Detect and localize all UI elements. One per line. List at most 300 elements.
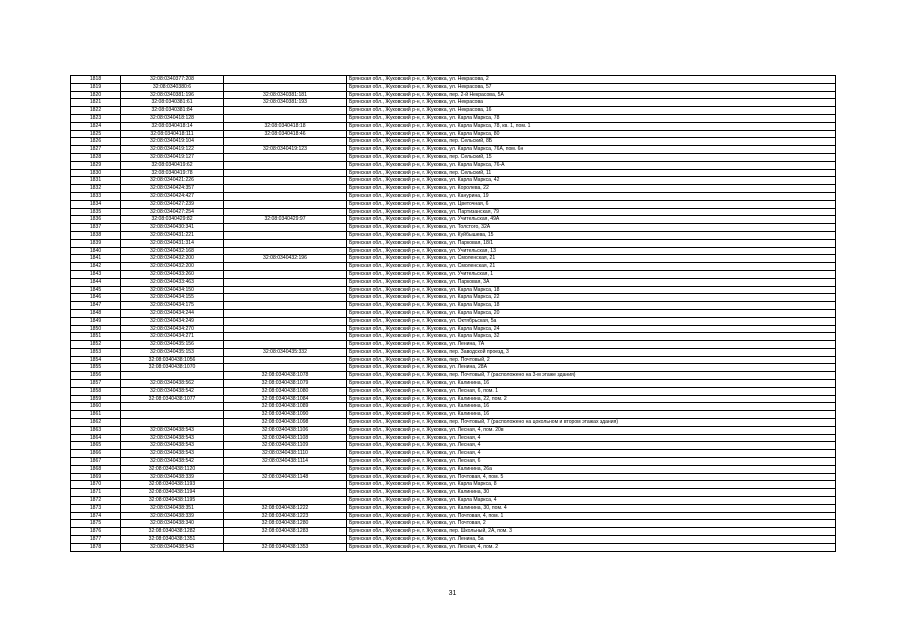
- cadastral-number-cell: 32:08:0340438:543: [121, 450, 224, 458]
- object-cadastral-number-cell: [224, 224, 347, 232]
- row-number-cell: 1819: [71, 83, 121, 91]
- address-cell: Брянская обл., Жуковский р-н, г. Жуковка, ул. Лесная, 4: [347, 434, 836, 442]
- row-number-cell: 1822: [71, 107, 121, 115]
- table-row: [71, 372, 836, 380]
- cadastral-number-cell: 32:08:0340438:562: [121, 380, 224, 388]
- cadastral-number-cell: 32:08:0340419:104: [121, 138, 224, 146]
- table-row: [71, 76, 836, 84]
- table-row: [71, 380, 836, 388]
- table-row: [71, 395, 836, 403]
- address-cell: Брянская обл., Жуковский р-н, г. Жуковка, ул. Калинина, 30: [347, 489, 836, 497]
- address-cell: Брянская обл., Жуковский р-н, г. Жуковка, ул. Лесная, 4, пом. 2: [347, 543, 836, 551]
- object-cadastral-number-cell: 32:08:0340381:193: [224, 99, 347, 107]
- address-cell: Брянская обл., Жуковский р-н, г. Жуковка, ул. Калинина, 22, пом. 2: [347, 395, 836, 403]
- table-row: [71, 263, 836, 271]
- row-number-cell: 1871: [71, 489, 121, 497]
- row-number-cell: 1829: [71, 161, 121, 169]
- address-cell: Брянская обл., Жуковский р-н, г. Жуковка, ул. Учительская, 49А: [347, 216, 836, 224]
- cadastral-number-cell: 32:08:0340434:155: [121, 294, 224, 302]
- cadastral-number-cell: 32:08:0340377:208: [121, 76, 224, 84]
- row-number-cell: 1872: [71, 497, 121, 505]
- cadastral-number-cell: 32:08:0340434:175: [121, 302, 224, 310]
- object-cadastral-number-cell: [224, 231, 347, 239]
- address-cell: Брянская обл., Жуковский р-н, г. Жуковка, ул. Калинина, 16: [347, 380, 836, 388]
- cadastral-number-cell: 32:08:0340438:542: [121, 387, 224, 395]
- row-number-cell: 1823: [71, 114, 121, 122]
- object-cadastral-number-cell: 32:08:0340438:1098: [224, 419, 347, 427]
- row-number-cell: 1859: [71, 395, 121, 403]
- object-cadastral-number-cell: 32:08:0340435:332: [224, 348, 347, 356]
- table-row: [71, 130, 836, 138]
- table-row: [71, 419, 836, 427]
- cadastral-number-cell: 32:08:0340419:127: [121, 153, 224, 161]
- cadastral-number-cell: 32:08:0340438:1282: [121, 528, 224, 536]
- row-number-cell: 1828: [71, 153, 121, 161]
- table-row: [71, 356, 836, 364]
- table-row: [71, 348, 836, 356]
- row-number-cell: 1856: [71, 372, 121, 380]
- table-row: [71, 528, 836, 536]
- cadastral-number-cell: 32:08:0340438:1193: [121, 481, 224, 489]
- object-cadastral-number-cell: 32:08:0340438:1078: [224, 372, 347, 380]
- cadastral-number-cell: 32:08:0340418:14: [121, 122, 224, 130]
- row-number-cell: 1843: [71, 270, 121, 278]
- registry-table-body: [71, 76, 836, 552]
- address-cell: Брянская обл., Жуковский р-н, г. Жуковка, ул. Ленина, 7А: [347, 341, 836, 349]
- table-row: [71, 122, 836, 130]
- cadastral-number-cell: 32:08:0340429:82: [121, 216, 224, 224]
- cadastral-number-cell: 32:08:0340435:153: [121, 348, 224, 356]
- address-cell: Брянская обл., Жуковский р-н, г. Жуковка, ул. Карла Маркса, 18: [347, 286, 836, 294]
- table-row: [71, 325, 836, 333]
- row-number-cell: 1834: [71, 200, 121, 208]
- address-cell: Брянская обл., Жуковский р-н, г. Жуковка, ул. Калинина, 16: [347, 403, 836, 411]
- address-cell: Брянская обл., Жуковский р-н, г. Жуковка, ул. Карла Маркса, 78: [347, 114, 836, 122]
- row-number-cell: 1820: [71, 91, 121, 99]
- cadastral-number-cell: 32:08:0340431:314: [121, 239, 224, 247]
- row-number-cell: 1874: [71, 512, 121, 520]
- row-number-cell: 1853: [71, 348, 121, 356]
- address-cell: Брянская обл., Жуковский р-н, г. Жуковка, ул. Карла Маркса, 20: [347, 309, 836, 317]
- row-number-cell: 1847: [71, 302, 121, 310]
- table-row: [71, 387, 836, 395]
- table-row: [71, 161, 836, 169]
- address-cell: Брянская обл., Жуковский р-н, г. Жуковка, ул. Некрасова, 16: [347, 107, 836, 115]
- object-cadastral-number-cell: [224, 200, 347, 208]
- cadastral-number-cell: 32:08:0340438:543: [121, 442, 224, 450]
- table-row: [71, 364, 836, 372]
- object-cadastral-number-cell: [224, 185, 347, 193]
- cadastral-number-cell: 32:08:0340432:168: [121, 247, 224, 255]
- table-row: [71, 185, 836, 193]
- cadastral-number-cell: 32:08:0340434:270: [121, 325, 224, 333]
- address-cell: Брянская обл., Жуковский р-н, г. Жуковка, ул. Лесная, 6: [347, 458, 836, 466]
- table-row: [71, 341, 836, 349]
- row-number-cell: 1873: [71, 504, 121, 512]
- row-number-cell: 1876: [71, 528, 121, 536]
- cadastral-number-cell: 32:08:0340424:357: [121, 185, 224, 193]
- cadastral-number-cell: 32:08:0340434:271: [121, 333, 224, 341]
- table-row: [71, 520, 836, 528]
- address-cell: Брянская обл., Жуковский р-н, г. Жуковка, ул. Парковая, 18/1: [347, 239, 836, 247]
- cadastral-number-cell: 32:08:0340438:1120: [121, 465, 224, 473]
- registry-table: [70, 75, 836, 552]
- table-row: [71, 169, 836, 177]
- object-cadastral-number-cell: 32:08:0340438:1089: [224, 403, 347, 411]
- table-row: [71, 434, 836, 442]
- object-cadastral-number-cell: [224, 302, 347, 310]
- object-cadastral-number-cell: 32:08:0340381:181: [224, 91, 347, 99]
- address-cell: Брянская обл., Жуковский р-н, г. Жуковка, ул. Карла Маркса, 4: [347, 497, 836, 505]
- object-cadastral-number-cell: 32:08:0340418:46: [224, 130, 347, 138]
- object-cadastral-number-cell: [224, 169, 347, 177]
- row-number-cell: 1877: [71, 536, 121, 544]
- object-cadastral-number-cell: 32:08:0340438:1283: [224, 528, 347, 536]
- cadastral-number-cell: 32:08:0340433:260: [121, 270, 224, 278]
- table-row: [71, 83, 836, 91]
- address-cell: Брянская обл., Жуковский р-н, г. Жуковка, пер. Почтовый, 2: [347, 356, 836, 364]
- table-row: [71, 450, 836, 458]
- table-row: [71, 286, 836, 294]
- object-cadastral-number-cell: [224, 364, 347, 372]
- address-cell: Брянская обл., Жуковский р-н, г. Жуковка, ул. Карла Маркса, 80: [347, 130, 836, 138]
- object-cadastral-number-cell: 32:08:0340438:1090: [224, 411, 347, 419]
- address-cell: Брянская обл., Жуковский р-н, г. Жуковка, ул. Цветочная, 6: [347, 200, 836, 208]
- row-number-cell: 1836: [71, 216, 121, 224]
- address-cell: Брянская обл., Жуковский р-н, г. Жуковка, ул. Карла Маркса, 8: [347, 481, 836, 489]
- row-number-cell: 1875: [71, 520, 121, 528]
- cadastral-number-cell: 32:08:0340438:1194: [121, 489, 224, 497]
- cadastral-number-cell: [121, 372, 224, 380]
- object-cadastral-number-cell: 32:08:0340438:1080: [224, 387, 347, 395]
- cadastral-number-cell: 32:08:0340438:1070: [121, 364, 224, 372]
- object-cadastral-number-cell: [224, 107, 347, 115]
- table-row: [71, 270, 836, 278]
- object-cadastral-number-cell: [224, 270, 347, 278]
- row-number-cell: 1839: [71, 239, 121, 247]
- address-cell: Брянская обл., Жуковский р-н, г. Жуковка, ул. Октябрьская, 5а: [347, 317, 836, 325]
- row-number-cell: 1868: [71, 465, 121, 473]
- row-number-cell: 1848: [71, 309, 121, 317]
- address-cell: Брянская обл., Жуковский р-н, г. Жуковка, пер. Сельский, 8Б: [347, 138, 836, 146]
- address-cell: Брянская обл., Жуковский р-н, г. Жуковка, пер. Сельский, 11: [347, 169, 836, 177]
- page-number: 31: [448, 590, 457, 597]
- object-cadastral-number-cell: [224, 161, 347, 169]
- row-number-cell: 1844: [71, 278, 121, 286]
- cadastral-number-cell: 32:08:0340438:543: [121, 434, 224, 442]
- address-cell: Брянская обл., Жуковский р-н, г. Жуковка, ул. Карла Маркса, 76А, пом. 6н: [347, 146, 836, 154]
- object-cadastral-number-cell: 32:08:0340438:1353: [224, 543, 347, 551]
- cadastral-number-cell: 32:08:0340438:542: [121, 458, 224, 466]
- object-cadastral-number-cell: [224, 239, 347, 247]
- row-number-cell: 1864: [71, 434, 121, 442]
- object-cadastral-number-cell: [224, 317, 347, 325]
- table-row: [71, 309, 836, 317]
- address-cell: Брянская обл., Жуковский р-н, г. Жуковка, ул. Карла Маркса, 78, кв. 1, пом. 1: [347, 122, 836, 130]
- object-cadastral-number-cell: [224, 497, 347, 505]
- cadastral-number-cell: 32:08:0340381:196: [121, 91, 224, 99]
- object-cadastral-number-cell: [224, 286, 347, 294]
- cadastral-number-cell: 32:08:0340434:150: [121, 286, 224, 294]
- table-row: [71, 465, 836, 473]
- cadastral-number-cell: 32:08:0340430:341: [121, 224, 224, 232]
- address-cell: Брянская обл., Жуковский р-н, г. Жуковка, ул. Ленина, 5а: [347, 536, 836, 544]
- object-cadastral-number-cell: 32:08:0340418:18: [224, 122, 347, 130]
- address-cell: Брянская обл., Жуковский р-н, г. Жуковка, ул. Карла Маркса, 18: [347, 302, 836, 310]
- address-cell: Брянская обл., Жуковский р-н, г. Жуковка, ул. Калинина, 26а: [347, 465, 836, 473]
- object-cadastral-number-cell: 32:08:0340438:1223: [224, 512, 347, 520]
- cadastral-number-cell: 32:08:0340380:6: [121, 83, 224, 91]
- address-cell: Брянская обл., Жуковский р-н, г. Жуковка, ул. Калинина, 16: [347, 411, 836, 419]
- table-row: [71, 231, 836, 239]
- row-number-cell: 1840: [71, 247, 121, 255]
- cadastral-number-cell: 32:08:0340432:200: [121, 263, 224, 271]
- address-cell: Брянская обл., Жуковский р-н, г. Жуковка, ул. Почтовая, 4, пом. 5: [347, 473, 836, 481]
- object-cadastral-number-cell: [224, 325, 347, 333]
- table-row: [71, 153, 836, 161]
- table-row: [71, 294, 836, 302]
- address-cell: Брянская обл., Жуковский р-н, г. Жуковка, ул. Некрасова, 57: [347, 83, 836, 91]
- object-cadastral-number-cell: [224, 309, 347, 317]
- address-cell: Брянская обл., Жуковский р-н, г. Жуковка, ул. Калинина, 30, пом. 4: [347, 504, 836, 512]
- cadastral-number-cell: 32:08:0340438:1195: [121, 497, 224, 505]
- row-number-cell: 1858: [71, 387, 121, 395]
- object-cadastral-number-cell: [224, 263, 347, 271]
- table-row: [71, 489, 836, 497]
- address-cell: Брянская обл., Жуковский р-н, г. Жуковка, ул. Карла Маркса, 32: [347, 333, 836, 341]
- address-cell: Брянская обл., Жуковский р-н, г. Жуковка, ул. Учительская, 13: [347, 247, 836, 255]
- address-cell: Брянская обл., Жуковский р-н, г. Жуковка, пер. Почтовый, 7 (расположено на 3-м этаже здания): [347, 372, 836, 380]
- table-row: [71, 146, 836, 154]
- row-number-cell: 1838: [71, 231, 121, 239]
- table-row: [71, 99, 836, 107]
- table-row: [71, 177, 836, 185]
- address-cell: Брянская обл., Жуковский р-н, г. Жуковка, ул. Куйбышева, 15: [347, 231, 836, 239]
- cadastral-number-cell: [121, 403, 224, 411]
- row-number-cell: 1821: [71, 99, 121, 107]
- cadastral-number-cell: 32:08:0340438:351: [121, 504, 224, 512]
- object-cadastral-number-cell: [224, 138, 347, 146]
- row-number-cell: 1830: [71, 169, 121, 177]
- object-cadastral-number-cell: [224, 247, 347, 255]
- row-number-cell: 1825: [71, 130, 121, 138]
- row-number-cell: 1862: [71, 419, 121, 427]
- row-number-cell: 1861: [71, 411, 121, 419]
- row-number-cell: 1835: [71, 208, 121, 216]
- row-number-cell: 1841: [71, 255, 121, 263]
- table-row: [71, 497, 836, 505]
- address-cell: Брянская обл., Жуковский р-н, г. Жуковка, ул. Парковая, 3А: [347, 278, 836, 286]
- object-cadastral-number-cell: [224, 294, 347, 302]
- cadastral-number-cell: 32:08:0340431:221: [121, 231, 224, 239]
- cadastral-number-cell: [121, 419, 224, 427]
- address-cell: Брянская обл., Жуковский р-н, г. Жуковка, ул. Лесная, 4: [347, 450, 836, 458]
- table-row: [71, 442, 836, 450]
- cadastral-number-cell: 32:08:0340435:156: [121, 341, 224, 349]
- row-number-cell: 1878: [71, 543, 121, 551]
- row-number-cell: 1866: [71, 450, 121, 458]
- row-number-cell: 1865: [71, 442, 121, 450]
- cadastral-number-cell: 32:08:0340438:339: [121, 473, 224, 481]
- cadastral-number-cell: 32:08:0340427:239: [121, 200, 224, 208]
- table-row: [71, 458, 836, 466]
- object-cadastral-number-cell: [224, 536, 347, 544]
- cadastral-number-cell: 32:08:0340434:244: [121, 309, 224, 317]
- table-row: [71, 107, 836, 115]
- cadastral-number-cell: 32:08:0340438:1077: [121, 395, 224, 403]
- cadastral-number-cell: 32:08:0340381:61: [121, 99, 224, 107]
- table-row: [71, 317, 836, 325]
- address-cell: Брянская обл., Жуковский р-н, г. Жуковка, ул. Некрасова, 2: [347, 76, 836, 84]
- row-number-cell: 1869: [71, 473, 121, 481]
- cadastral-number-cell: 32:08:0340434:249: [121, 317, 224, 325]
- object-cadastral-number-cell: 32:08:0340438:1084: [224, 395, 347, 403]
- row-number-cell: 1833: [71, 192, 121, 200]
- table-row: [71, 543, 836, 551]
- table-row: [71, 208, 836, 216]
- cadastral-number-cell: 32:08:0340381:84: [121, 107, 224, 115]
- address-cell: Брянская обл., Жуковский р-н, г. Жуковка, ул. Смоленская, 21: [347, 263, 836, 271]
- row-number-cell: 1826: [71, 138, 121, 146]
- address-cell: Брянская обл., Жуковский р-н, г. Жуковка, ул. Некрасова: [347, 99, 836, 107]
- row-number-cell: 1837: [71, 224, 121, 232]
- object-cadastral-number-cell: 32:08:0340438:1079: [224, 380, 347, 388]
- cadastral-number-cell: 32:08:0340418:111: [121, 130, 224, 138]
- object-cadastral-number-cell: 32:08:0340429:97: [224, 216, 347, 224]
- cadastral-number-cell: 32:08:0340438:1056: [121, 356, 224, 364]
- object-cadastral-number-cell: 32:08:0340419:123: [224, 146, 347, 154]
- address-cell: Брянская обл., Жуковский р-н, г. Жуковка, ул. Карла Маркса, 76-А: [347, 161, 836, 169]
- row-number-cell: 1854: [71, 356, 121, 364]
- address-cell: Брянская обл., Жуковский р-н, г. Жуковка, пер. Почтовый, 7 (расположено на цокольном и втором этажах здания): [347, 419, 836, 427]
- address-cell: Брянская обл., Жуковский р-н, г. Жуковка, пер. Сельский, 15: [347, 153, 836, 161]
- cadastral-number-cell: [121, 411, 224, 419]
- row-number-cell: 1855: [71, 364, 121, 372]
- cadastral-number-cell: 32:08:0340419:62: [121, 161, 224, 169]
- table-row: [71, 333, 836, 341]
- cadastral-number-cell: 32:08:0340421:226: [121, 177, 224, 185]
- object-cadastral-number-cell: 32:08:0340438:1114: [224, 458, 347, 466]
- address-cell: Брянская обл., Жуковский р-н, г. Жуковка, ул. Толстого, 32А: [347, 224, 836, 232]
- object-cadastral-number-cell: [224, 153, 347, 161]
- row-number-cell: 1842: [71, 263, 121, 271]
- cadastral-number-cell: 32:08:0340418:128: [121, 114, 224, 122]
- cadastral-number-cell: 32:08:0340438:543: [121, 426, 224, 434]
- cadastral-number-cell: 32:08:0340438:340: [121, 520, 224, 528]
- address-cell: Брянская обл., Жуковский р-н, г. Жуковка, ул. Лесная, 4, пом. 20в: [347, 426, 836, 434]
- object-cadastral-number-cell: [224, 177, 347, 185]
- address-cell: Брянская обл., Жуковский р-н, г. Жуковка, пер. 2-й Некрасова, 5А: [347, 91, 836, 99]
- object-cadastral-number-cell: [224, 76, 347, 84]
- address-cell: Брянская обл., Жуковский р-н, г. Жуковка, ул. Учительская, 1: [347, 270, 836, 278]
- row-number-cell: 1851: [71, 333, 121, 341]
- address-cell: Брянская обл., Жуковский р-н, г. Жуковка, ул. Ленина, 28А: [347, 364, 836, 372]
- object-cadastral-number-cell: [224, 341, 347, 349]
- cadastral-number-cell: 32:08:0340419:78: [121, 169, 224, 177]
- address-cell: Брянская обл., Жуковский р-н, г. Жуковка, ул. Карла Маркса, 42: [347, 177, 836, 185]
- row-number-cell: 1827: [71, 146, 121, 154]
- row-number-cell: 1818: [71, 76, 121, 84]
- table-row: [71, 192, 836, 200]
- row-number-cell: 1845: [71, 286, 121, 294]
- table-row: [71, 473, 836, 481]
- cadastral-number-cell: 32:08:0340427:254: [121, 208, 224, 216]
- row-number-cell: 1860: [71, 403, 121, 411]
- address-cell: Брянская обл., Жуковский р-н, г. Жуковка, пер. Заводской проезд, 3: [347, 348, 836, 356]
- table-row: [71, 200, 836, 208]
- object-cadastral-number-cell: [224, 83, 347, 91]
- object-cadastral-number-cell: [224, 465, 347, 473]
- table-row: [71, 481, 836, 489]
- cadastral-number-cell: 32:08:0340438:339: [121, 512, 224, 520]
- object-cadastral-number-cell: [224, 114, 347, 122]
- object-cadastral-number-cell: [224, 208, 347, 216]
- row-number-cell: 1850: [71, 325, 121, 333]
- address-cell: Брянская обл., Жуковский р-н, г. Жуковка, ул. Лесная, 6, пом. 1: [347, 387, 836, 395]
- row-number-cell: 1831: [71, 177, 121, 185]
- table-row: [71, 138, 836, 146]
- cadastral-number-cell: 32:08:0340419:122: [121, 146, 224, 154]
- table-row: [71, 255, 836, 263]
- object-cadastral-number-cell: 32:08:0340438:1222: [224, 504, 347, 512]
- address-cell: Брянская обл., Жуковский р-н, г. Жуковка, пер. Школьный, 2А, пом. 3: [347, 528, 836, 536]
- object-cadastral-number-cell: [224, 356, 347, 364]
- table-row: [71, 512, 836, 520]
- object-cadastral-number-cell: 32:08:0340438:1106: [224, 426, 347, 434]
- object-cadastral-number-cell: 32:08:0340438:1108: [224, 434, 347, 442]
- cadastral-number-cell: 32:08:0340424:427: [121, 192, 224, 200]
- table-row: [71, 91, 836, 99]
- cadastral-number-cell: 32:08:0340433:463: [121, 278, 224, 286]
- object-cadastral-number-cell: 32:08:0340438:1280: [224, 520, 347, 528]
- row-number-cell: 1863: [71, 426, 121, 434]
- address-cell: Брянская обл., Жуковский р-н, г. Жуковка, ул. Почтовая, 2: [347, 520, 836, 528]
- object-cadastral-number-cell: 32:08:0340438:1110: [224, 450, 347, 458]
- object-cadastral-number-cell: [224, 278, 347, 286]
- row-number-cell: 1867: [71, 458, 121, 466]
- address-cell: Брянская обл., Жуковский р-н, г. Жуковка, ул. Лесная, 4: [347, 442, 836, 450]
- row-number-cell: 1852: [71, 341, 121, 349]
- table-row: [71, 504, 836, 512]
- table-row: [71, 239, 836, 247]
- address-cell: Брянская обл., Жуковский р-н, г. Жуковка, ул. Карла Маркса, 24: [347, 325, 836, 333]
- object-cadastral-number-cell: [224, 192, 347, 200]
- cadastral-number-cell: 32:08:0340438:543: [121, 543, 224, 551]
- address-cell: Брянская обл., Жуковский р-н, г. Жуковка, ул. Смоленская, 21: [347, 255, 836, 263]
- row-number-cell: 1832: [71, 185, 121, 193]
- table-row: [71, 278, 836, 286]
- table-row: [71, 224, 836, 232]
- address-cell: Брянская обл., Жуковский р-н, г. Жуковка, ул. Почтовая, 4, пом. 1: [347, 512, 836, 520]
- object-cadastral-number-cell: [224, 489, 347, 497]
- row-number-cell: 1824: [71, 122, 121, 130]
- address-cell: Брянская обл., Жуковский р-н, г. Жуковка, ул. Партизанская, 79: [347, 208, 836, 216]
- table-row: [71, 536, 836, 544]
- row-number-cell: 1857: [71, 380, 121, 388]
- object-cadastral-number-cell: [224, 481, 347, 489]
- row-number-cell: 1846: [71, 294, 121, 302]
- cadastral-number-cell: 32:08:0340432:200: [121, 255, 224, 263]
- table-row: [71, 247, 836, 255]
- cadastral-number-cell: 32:08:0340438:1351: [121, 536, 224, 544]
- object-cadastral-number-cell: 32:08:0340438:1148: [224, 473, 347, 481]
- table-row: [71, 302, 836, 310]
- object-cadastral-number-cell: 32:08:0340432:196: [224, 255, 347, 263]
- table-row: [71, 411, 836, 419]
- table-row: [71, 403, 836, 411]
- address-cell: Брянская обл., Жуковский р-н, г. Жуковка, ул. Канурина, 19: [347, 192, 836, 200]
- object-cadastral-number-cell: [224, 333, 347, 341]
